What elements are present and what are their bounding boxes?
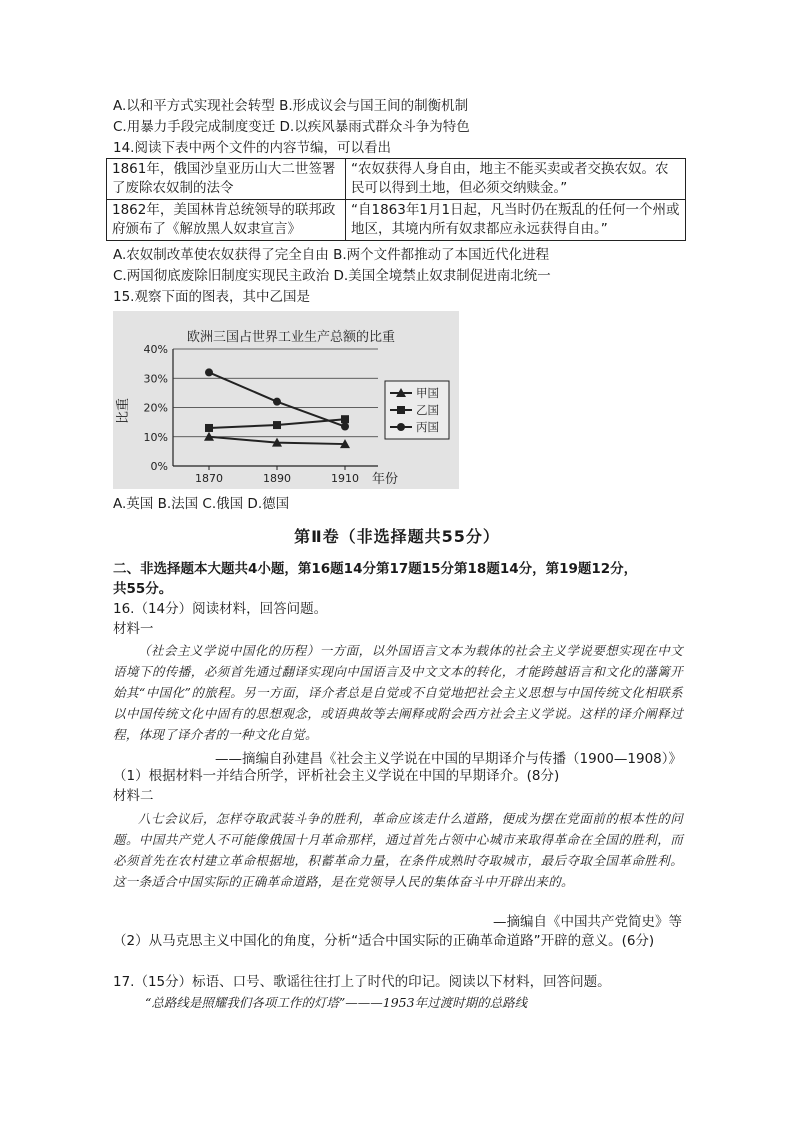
material-1-text: （社会主义学说中国化的历程）一方面，以外国语言文本为载体的社会主义学说要想实现在中文语境下的传播，必须首先通过翻译实现向中国语言及中文文本的转化，才能跨越语言和文化的藩篱开始其“中国化”的旅程。另一方面，译介者总是自觉或不自觉地把社会主义思想与中国传统文化相联系以中国传统文化中固有的思想观念，或语典故等去阐释或附会西方社会主义学说。这样的译介阐释过程，体现了译介者的一种文化自觉。 [113, 643, 683, 742]
table-cell-content: “自1863年1月1日起，凡当时仍在叛乱的任何一个州或地区，其境内所有奴隶都应永远获得自由。” [346, 200, 686, 241]
data-point [205, 368, 213, 376]
material-1-source: ——摘编自孙建昌《社会主义学说在中国的早期译介与传播（1900—1908）》 [215, 751, 682, 767]
x-axis-label: 年份 [371, 472, 399, 487]
material-2-passage [113, 808, 683, 892]
legend-label: 乙国 [416, 403, 439, 417]
chart-axes [144, 343, 378, 485]
chart-svg [113, 311, 459, 489]
legend-marker [397, 423, 405, 431]
legend-marker [397, 406, 405, 414]
q17-stem: 17.（15分）标语、口号、歌谣往往打上了时代的印记。阅读以下材料，回答问题。 [113, 974, 611, 990]
x-tick-label: 1910 [331, 472, 359, 485]
industrial-share-chart [113, 311, 459, 489]
y-tick-label: 20% [143, 401, 168, 415]
part2-instruction-cont: 共55分。 [113, 581, 173, 597]
q15-options: A.英国 B.法国 C.俄国 D.德国 [113, 496, 290, 512]
q16-question-2: （2）从马克思主义中国化的角度，分析“适合中国实际的正确革命道路”开辟的意义。(6分) [113, 933, 655, 949]
material-1-label: 材料一 [113, 621, 154, 637]
part2-instruction: 二、非选择题本大题共4小题，第16题14分第17题15分第18题14分，第19题12分， [113, 561, 638, 577]
part2-title: 第Ⅱ卷（非选择题共55分） [294, 527, 500, 546]
legend-label: 丙国 [416, 420, 439, 434]
q13-options-cd: C.用暴力手段完成制度变迁 D.以疾风暴雨式群众斗争为特色 [113, 119, 470, 135]
x-tick-label: 1890 [263, 472, 291, 485]
q16-question-1: （1）根据材料一并结合所学，评析社会主义学说在中国的早期译介。(8分) [113, 768, 560, 784]
data-point [341, 415, 349, 423]
series-2 [205, 415, 349, 432]
material-2-text: 八七会议后，怎样夺取武装斗争的胜利，革命应该走什么道路，便成为摆在党面前的根本性的问题。中国共产党人不可能像俄国十月革命那样，通过首先占领中心城市来取得革命在全国的胜利，而必须首先在农村建立革命根据地，积蓄革命力量，在条件成熟时夺取城市，最后夺取全国革命胜利。这一条适合中国实际的正确革命道路，是在党领导人民的集体奋斗中开辟出来的。 [113, 811, 683, 889]
table-cell-content: “农奴获得人身自由，地主不能买卖或者交换农奴。农民可以得到土地，但必须交纳赎金。” [346, 159, 686, 200]
data-point [205, 424, 213, 432]
table-cell-document: 1862年，美国林肯总统领导的联邦政府颁布了《解放黑人奴隶宣言》 [107, 200, 346, 241]
material-2-label: 材料二 [113, 788, 154, 804]
y-axis-label: 比重 [116, 397, 131, 425]
y-tick-label: 30% [143, 372, 168, 386]
data-point [273, 421, 281, 429]
q14-document-table [106, 158, 686, 241]
q17-quote: “总路线是照耀我们各项工作的灯塔”———1953年过渡时期的总路线 [145, 995, 528, 1010]
material-1-passage [113, 640, 683, 745]
y-tick-label: 10% [143, 430, 168, 444]
table-cell-document: 1861年，俄国沙皇亚历山大二世签署了废除农奴制的法令 [107, 159, 346, 200]
q14-options-cd: C.两国彻底废除旧制度实现民主政治 D.美国全境禁止奴隶制促进南北统一 [113, 268, 551, 284]
q14-options-ab: A.农奴制改革使农奴获得了完全自由 B.两个文件都推动了本国近代化进程 [113, 247, 550, 263]
x-tick-label: 1870 [195, 472, 223, 485]
legend-label: 甲国 [416, 386, 439, 400]
data-point [273, 398, 281, 406]
y-tick-label: 40% [143, 343, 168, 356]
chart-legend [385, 381, 449, 439]
data-point [341, 423, 349, 431]
q15-stem: 15.观察下面的图表，其中乙国是 [113, 289, 310, 305]
y-tick-label: 0% [150, 460, 168, 473]
q16-stem: 16.（14分）阅读材料，回答问题。 [113, 601, 328, 617]
series-1 [204, 432, 350, 448]
q14-stem: 14.阅读下表中两个文件的内容节编，可以看出 [113, 140, 391, 156]
q13-options-ab: A.以和平方式实现社会转型 B.形成议会与国王间的制衡机制 [113, 98, 469, 114]
table-row [107, 200, 686, 241]
material-2-source: —摘编自《中国共产党简史》等 [493, 914, 682, 930]
chart-series [204, 368, 350, 448]
chart-title: 欧洲三国占世界工业生产总额的比重 [186, 330, 396, 345]
table-row [107, 159, 686, 200]
